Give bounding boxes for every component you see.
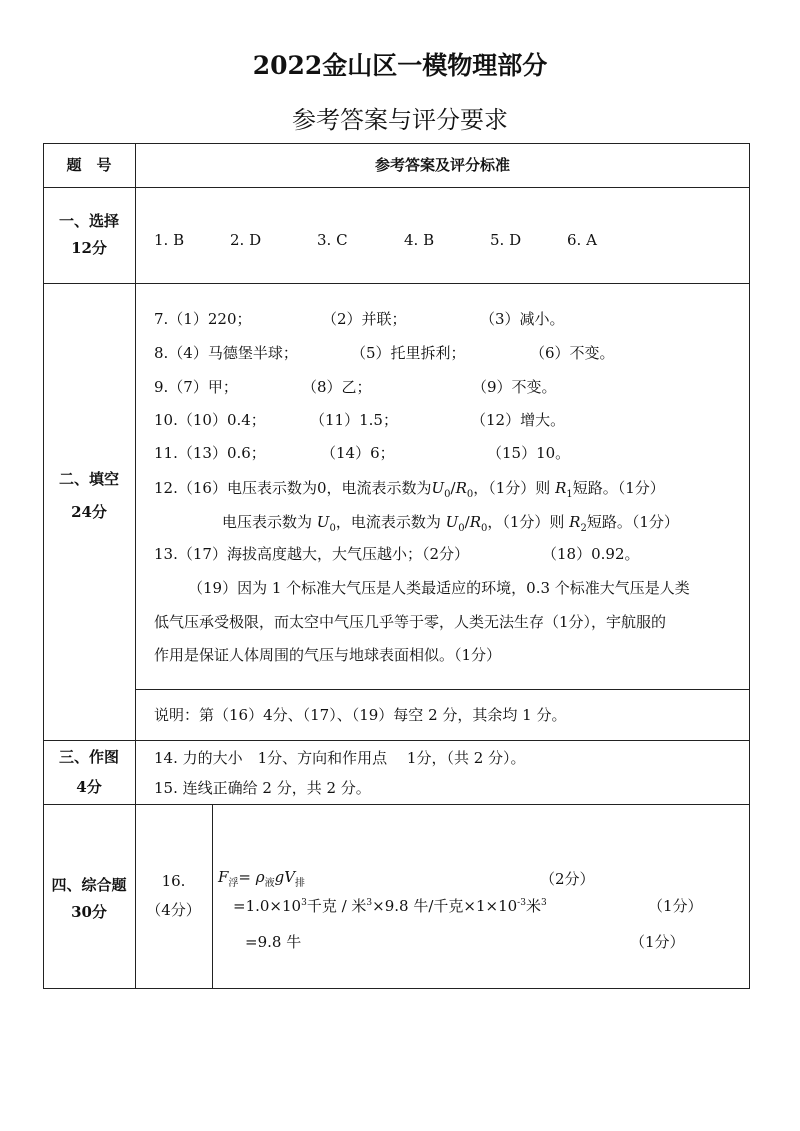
q12-a-text: ，（1分）则 — [473, 479, 556, 497]
q13-line-a-answer: （18）0.92。 — [542, 545, 640, 563]
q12-b-symbol: R — [569, 513, 581, 531]
table-divider — [43, 740, 750, 741]
column-divider — [135, 143, 136, 989]
scoring-note: 说明：第（16）4分、（17）、（19）每空 2 分，其余均 1 分。 — [154, 706, 567, 724]
q12-b-sub: 0 — [458, 523, 465, 534]
header-question-number: 题 号 — [66, 156, 112, 174]
q12-a-slash: / — [450, 479, 456, 497]
q12-b-slash: / — [464, 513, 470, 531]
drawing-answer-line: 15. 连线正确给 2 分，共 2 分。 — [154, 779, 371, 797]
q12-a-sub: 0 — [444, 489, 451, 500]
note-divider — [135, 689, 750, 690]
answer-item: 1. B — [154, 231, 185, 249]
formula-score: （1分） — [630, 933, 685, 951]
q12-line-b — [222, 515, 679, 534]
formula-text: ×9.8 牛/千克×1×10 — [372, 897, 518, 915]
q12-b-symbol: R — [469, 513, 481, 531]
formula-line-2 — [233, 899, 547, 914]
fill-answer: 11.（13）0.6； — [154, 444, 266, 462]
q12-a-sub: 1 — [566, 489, 573, 500]
formula-symbol: ρ — [255, 868, 265, 886]
formula-line-1 — [218, 870, 305, 889]
formula-text: =1.0×10 — [233, 897, 302, 915]
fill-answer: （11）1.5； — [310, 411, 398, 429]
table-divider — [43, 283, 750, 284]
q12-b-symbol: U — [316, 513, 330, 531]
q12-a-symbol: R — [455, 479, 467, 497]
section4-score: 30分 — [71, 903, 107, 921]
drawing-answer-line: 14. 力的大小 1分、方向和作用点 1分，（共 2 分）。 — [154, 749, 526, 767]
q12-a-text: 12.（16）电压表示数为0，电流表示数为 — [154, 479, 432, 497]
fill-answer: 7.（1）220； — [154, 310, 252, 328]
formula-score: （1分） — [648, 897, 703, 915]
formula-symbol: F — [218, 868, 229, 886]
section2-label: 二、填空 — [58, 470, 119, 488]
fill-answer: （5）托里拆利； — [351, 344, 466, 362]
fill-answer: （2）并联； — [322, 310, 407, 328]
column-divider — [212, 804, 213, 989]
fill-answer: 9.（7）甲； — [154, 378, 238, 396]
formula-line-3: =9.8 牛 — [245, 933, 302, 951]
fill-answer: （9）不变。 — [472, 378, 557, 396]
formula-sup: 3 — [540, 898, 547, 908]
answer-item: 5. D — [490, 231, 522, 249]
q12-b-text: ，电流表示数为 — [335, 513, 446, 531]
q12-b-sub: 0 — [480, 523, 488, 534]
q12-b-symbol: U — [445, 513, 459, 531]
section1-score: 12分 — [71, 239, 107, 257]
question-score: （4分） — [146, 901, 201, 919]
header-answer-standard: 参考答案及评分标准 — [374, 156, 510, 174]
formula-score: （2分） — [540, 870, 595, 888]
q12-line-a — [154, 481, 665, 500]
fill-answer: （3）减小。 — [480, 310, 565, 328]
formula-sub: 液 — [264, 878, 275, 889]
section1-label: 一、选择 — [58, 212, 119, 230]
table-divider — [43, 187, 750, 188]
q13-line-a: 13.（17）海拔高度越大，大气压越小；（2分） — [154, 545, 469, 563]
fill-answer: （12）增大。 — [471, 411, 566, 429]
q12-a-symbol: U — [431, 479, 445, 497]
q13-explanation-line: 低气压承受极限，而太空中气压几乎等于零，人类无法生存（1分），宇航服的 — [154, 613, 667, 631]
q12-a-text: 短路。（1分） — [572, 479, 665, 497]
question-number: 16. — [161, 872, 186, 890]
q12-b-text: 短路。（1分） — [586, 513, 679, 531]
formula-symbol: gV — [274, 868, 296, 886]
fill-answer: 10.（10）0.4； — [154, 411, 266, 429]
fill-answer: （15）10。 — [487, 444, 571, 462]
table-divider — [43, 804, 750, 805]
answer-item: 3. C — [317, 231, 348, 249]
fill-answer: （6）不变。 — [530, 344, 615, 362]
q13-explanation-line: （19）因为 1 个标准大气压是人类最适应的环境，0.3 个标准大气压是人类 — [188, 579, 690, 597]
q12-a-sub: 0 — [466, 489, 474, 500]
q12-b-text: 电压表示数为 — [222, 513, 317, 531]
section3-score: 4分 — [76, 778, 102, 796]
answer-item: 4. B — [404, 231, 435, 249]
formula-text: = — [238, 868, 256, 886]
formula-text: 千克 / 米 — [306, 897, 367, 915]
formula-sup: 3 — [366, 898, 373, 908]
answer-item: 2. D — [230, 231, 262, 249]
answer-item: 6. A — [567, 231, 597, 249]
section3-label: 三、作图 — [58, 748, 119, 766]
section4-label: 四、综合题 — [51, 876, 127, 894]
q12-b-text: ，（1分）则 — [487, 513, 570, 531]
formula-text: 米 — [525, 897, 541, 915]
formula-sub: 浮 — [228, 878, 239, 889]
q13-explanation-line: 作用是保证人体周围的气压与地球表面相似。（1分） — [154, 646, 502, 664]
formula-sub: 排 — [295, 878, 306, 889]
fill-answer: 8.（4）马德堡半球； — [154, 344, 298, 362]
q12-b-sub: 2 — [580, 523, 587, 534]
fill-answer: （14）6； — [321, 444, 395, 462]
q12-a-symbol: R — [555, 479, 567, 497]
formula-sup: -3 — [517, 898, 526, 908]
answer-table — [43, 143, 750, 989]
document-title: 2022金山区一模物理部分 — [252, 51, 548, 80]
fill-answer: （8）乙； — [302, 378, 372, 396]
document-subtitle: 参考答案与评分要求 — [292, 106, 508, 134]
section2-score: 24分 — [71, 503, 107, 521]
q12-b-sub: 0 — [329, 523, 336, 534]
formula-sup: 3 — [301, 898, 307, 908]
